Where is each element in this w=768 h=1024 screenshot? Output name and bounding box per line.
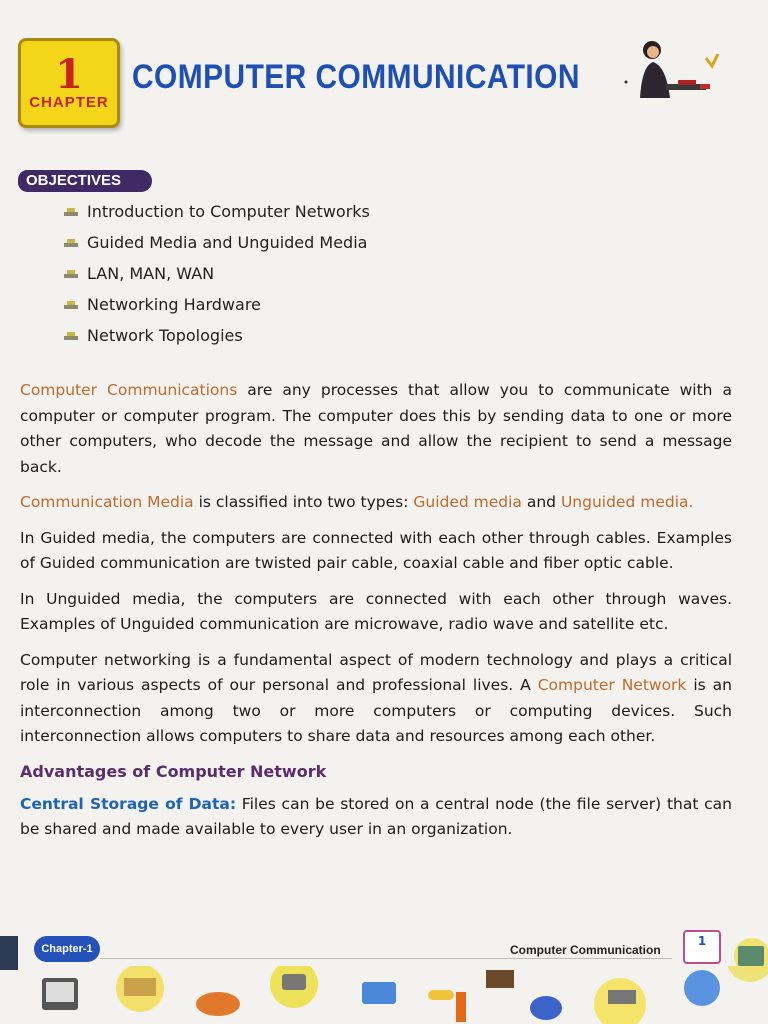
page-number: 1 [683, 930, 721, 964]
term-label: Central Storage of Data: [20, 794, 237, 813]
paragraph-text: Files can be stored on a central node (the file server) that can be shared and made available to every user in an organization. [20, 794, 732, 838]
chapter-number: 1 [55, 50, 83, 98]
objective-text: Network Topologies [87, 325, 243, 345]
footer-edge-decoration [0, 936, 18, 970]
corner-device-icon [730, 936, 768, 976]
objectives-list [64, 196, 370, 351]
paragraph-central-storage [20, 792, 732, 843]
paragraph-computer-communications [20, 378, 732, 480]
footer-divider [100, 958, 672, 959]
chapter-label: CHAPTER [29, 93, 109, 111]
objective-item [64, 196, 370, 227]
objective-item [64, 227, 370, 258]
paragraph-text: is an interconnection among two or more computers or computing devices. Such interconnection allows computers to share data and resources among each other. [20, 676, 732, 745]
paragraph-guided-media: In Guided media, the computers are connected with each other through cables. Examples of Guided communication are twisted pair cable, coaxial cable and fiber optic cable. [20, 528, 732, 572]
objectives-label: OBJECTIVES [18, 170, 152, 192]
highlight-term: Computer Network [537, 676, 687, 694]
page-title: COMPUTER COMMUNICATION [132, 58, 580, 96]
chapter-tab: Chapter-1 [34, 936, 100, 962]
chapter-badge [18, 38, 120, 128]
objective-item [64, 258, 370, 289]
objective-text: LAN, MAN, WAN [87, 263, 215, 283]
paragraph-unguided-media: In Unguided media, the computers are connected with each other through waves. Examples of Unguided communication are microwave, radio wave and satellite etc. [20, 589, 732, 633]
paragraph-text: is classified into two types: [193, 493, 414, 511]
objective-item [64, 289, 370, 320]
footer-device-icons [0, 966, 768, 1024]
bullet-icon [64, 207, 78, 217]
highlight-term: Communication Media [20, 493, 194, 511]
paragraph-computer-networking [20, 648, 732, 750]
bullet-icon [64, 300, 78, 310]
objective-text: Introduction to Computer Networks [87, 201, 370, 221]
body-text [20, 378, 732, 853]
objective-text: Guided Media and Unguided Media [87, 232, 368, 252]
bullet-icon [64, 238, 78, 248]
paragraph-text: are any processes that allow you to communicate with a computer or computer program. The computer does this by sending data to one or more other computers, who decode the message and allow the recipient to send a message back. [20, 381, 732, 476]
bullet-icon [64, 269, 78, 279]
objective-item [64, 320, 370, 351]
mascot-girl-at-computer-icon [620, 36, 720, 100]
highlight-term: Computer Communications [20, 381, 238, 399]
paragraph-text: and [521, 493, 561, 511]
footer-book-title: Computer Communication [510, 943, 661, 957]
objective-text: Networking Hardware [87, 294, 261, 314]
paragraph-communication-media [20, 490, 732, 516]
bullet-icon [64, 331, 78, 341]
highlight-term: Unguided media. [560, 493, 694, 511]
highlight-term: Guided media [413, 493, 522, 511]
section-heading: Advantages of Computer Network [20, 761, 327, 781]
paragraph-text: Computer networking is a fundamental aspect of modern technology and plays a critical role in various aspects of our personal and professional lives. A [20, 650, 732, 694]
